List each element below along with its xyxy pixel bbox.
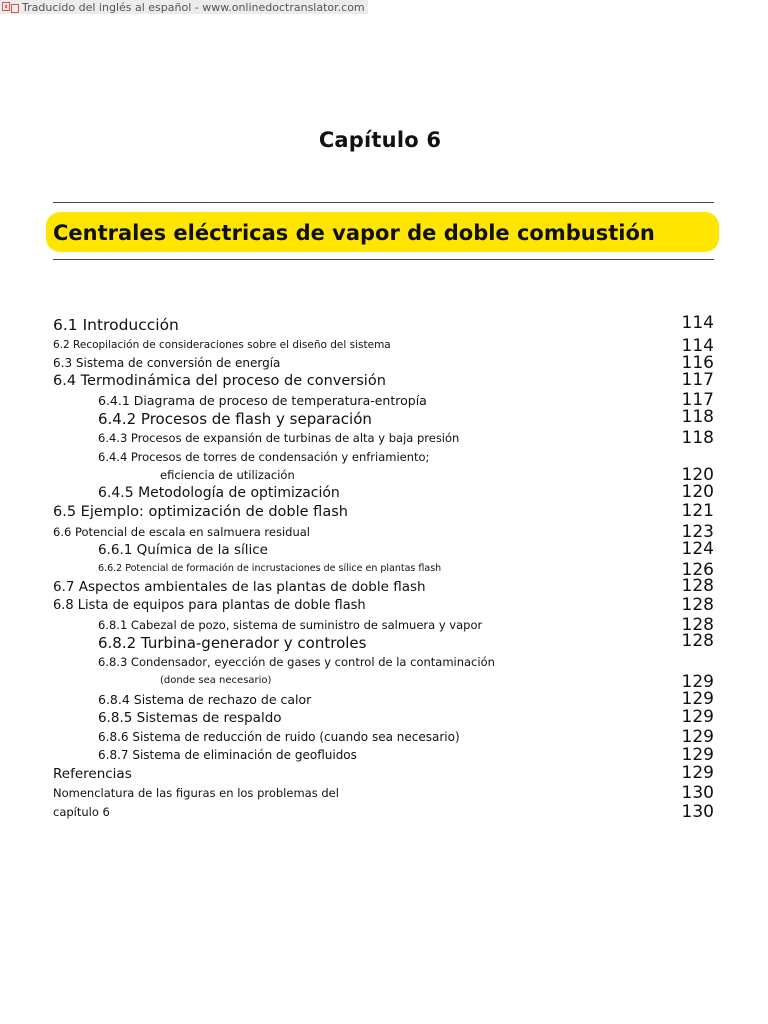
toc-entry[interactable] (0, 672, 768, 693)
toc-entry-title[interactable]: 6.8 Lista de equipos para plantas de doble flash (53, 598, 366, 613)
translator-logo-icon (0, 0, 22, 14)
toc-entry[interactable] (0, 763, 768, 784)
toc-entry[interactable] (0, 336, 768, 357)
toc-entry[interactable] (0, 727, 768, 748)
toc-entry-title[interactable]: (donde sea necesario) (160, 675, 272, 686)
toc-entry-title[interactable]: 6.4.2 Procesos de flash y separación (98, 410, 372, 428)
chapter-title: Centrales eléctricas de vapor de doble combustión (53, 221, 655, 245)
toc-entry-title[interactable]: 6.7 Aspectos ambientales de las plantas de doble flash (53, 579, 426, 595)
toc-entry-page: 121 (681, 501, 714, 521)
toc-entry-title[interactable]: 6.8.1 Cabezal de pozo, sistema de suministro de salmuera y vapor (98, 618, 483, 632)
toc-entry-page: 116 (681, 353, 714, 373)
toc-entry-title[interactable]: 6.8.7 Sistema de eliminación de geofluidos (98, 748, 357, 762)
toc-entry[interactable] (0, 501, 768, 522)
top-divider (53, 202, 714, 203)
toc-entry-page: 118 (681, 428, 714, 448)
toc-entry[interactable] (0, 655, 768, 673)
toc-entry[interactable] (0, 802, 768, 823)
toc-entry-title[interactable]: 6.5 Ejemplo: optimización de doble flash (53, 504, 348, 520)
toc-entry-page: 126 (681, 560, 714, 580)
toc-entry[interactable] (0, 576, 768, 597)
translator-banner[interactable] (0, 0, 368, 14)
toc-entry[interactable] (0, 707, 768, 728)
toc-entry-page: 129 (681, 672, 714, 692)
toc-entry-title[interactable]: 6.4.1 Diagrama de proceso de temperatura-entropía (98, 393, 427, 408)
translator-banner-text[interactable]: Traducido del inglés al español - www.onlinedoctranslator.com (22, 0, 365, 14)
toc-entry-title[interactable]: 6.4.5 Metodología de optimización (98, 485, 340, 501)
toc-entry-page: 124 (681, 539, 714, 559)
toc-entry-title[interactable]: 6.6 Potencial de escala en salmuera residual (53, 525, 310, 539)
toc-entry-page: 123 (681, 522, 714, 542)
toc-entry-title[interactable]: Referencias (53, 766, 132, 782)
toc-entry-page: 114 (681, 336, 714, 356)
toc-entry-page: 129 (681, 763, 714, 783)
toc-entry-title[interactable]: 6.2 Recopilación de consideraciones sobre el diseño del sistema (53, 339, 391, 351)
toc-entry-page: 114 (681, 313, 714, 333)
toc-entry-title[interactable]: 6.8.6 Sistema de reducción de ruido (cuando sea necesario) (98, 730, 460, 744)
toc-entry-page: 130 (681, 783, 714, 803)
bottom-divider (53, 259, 714, 260)
toc-entry-page: 128 (681, 595, 714, 615)
toc-entry[interactable] (0, 631, 768, 652)
toc-entry[interactable] (0, 407, 768, 428)
toc-entry-title[interactable]: 6.4.4 Procesos de torres de condensación y enfriamiento; (98, 450, 430, 464)
toc-entry-title[interactable]: eficiencia de utilización (160, 468, 295, 482)
toc-entry[interactable] (0, 390, 768, 411)
toc-entry[interactable] (0, 689, 768, 710)
toc-entry[interactable] (0, 745, 768, 766)
toc-entry-title[interactable]: 6.8.4 Sistema de rechazo de calor (98, 692, 312, 707)
toc-entry-title[interactable]: 6.6.1 Química de la sílice (98, 542, 268, 558)
toc-entry-page: 129 (681, 745, 714, 765)
toc-entry-title[interactable]: 6.1 Introducción (53, 316, 179, 334)
toc-entry[interactable] (0, 539, 768, 560)
toc-entry-page: 129 (681, 707, 714, 727)
toc-entry[interactable] (0, 465, 768, 486)
toc-entry[interactable] (0, 428, 768, 449)
toc-entry[interactable] (0, 522, 768, 543)
toc-entry-page: 128 (681, 576, 714, 596)
toc-entry-title[interactable]: 6.4.3 Procesos de expansión de turbinas de alta y baja presión (98, 431, 460, 445)
toc-entry-title[interactable]: 6.8.2 Turbina-generador y controles (98, 634, 367, 652)
toc-entry-page: 117 (681, 370, 714, 390)
toc-entry[interactable] (0, 313, 768, 334)
toc-entry-title[interactable]: 6.3 Sistema de conversión de energía (53, 356, 281, 370)
toc-entry-page: 120 (681, 482, 714, 502)
toc-entry-title[interactable]: 6.8.5 Sistemas de respaldo (98, 710, 282, 726)
toc-entry-page: 128 (681, 615, 714, 635)
toc-entry-title[interactable]: 6.6.2 Potencial de formación de incrustaciones de sílice en plantas flash (98, 563, 442, 574)
toc-entry[interactable] (0, 353, 768, 374)
toc-entry[interactable] (0, 450, 768, 468)
toc-entry-page: 128 (681, 631, 714, 651)
toc-entry-page: 120 (681, 465, 714, 485)
toc-entry[interactable] (0, 783, 768, 804)
toc-entry-page: 129 (681, 689, 714, 709)
toc-entry-title[interactable]: 6.8.3 Condensador, eyección de gases y control de la contaminación (98, 655, 495, 669)
chapter-label: Capítulo 6 (318, 128, 442, 152)
toc-entry[interactable] (0, 482, 768, 503)
toc-entry-page: 129 (681, 727, 714, 747)
toc-entry-page: 130 (681, 802, 714, 822)
toc-entry-title[interactable]: 6.4 Termodinámica del proceso de conversión (53, 373, 386, 389)
toc-entry-title[interactable]: Nomenclatura de las figuras en los problemas del (53, 786, 339, 800)
toc-entry-page: 118 (681, 407, 714, 427)
toc-entry-title[interactable]: capítulo 6 (53, 805, 110, 819)
toc-entry[interactable] (0, 595, 768, 616)
toc-entry-page: 117 (681, 390, 714, 410)
toc-entry[interactable] (0, 370, 768, 391)
